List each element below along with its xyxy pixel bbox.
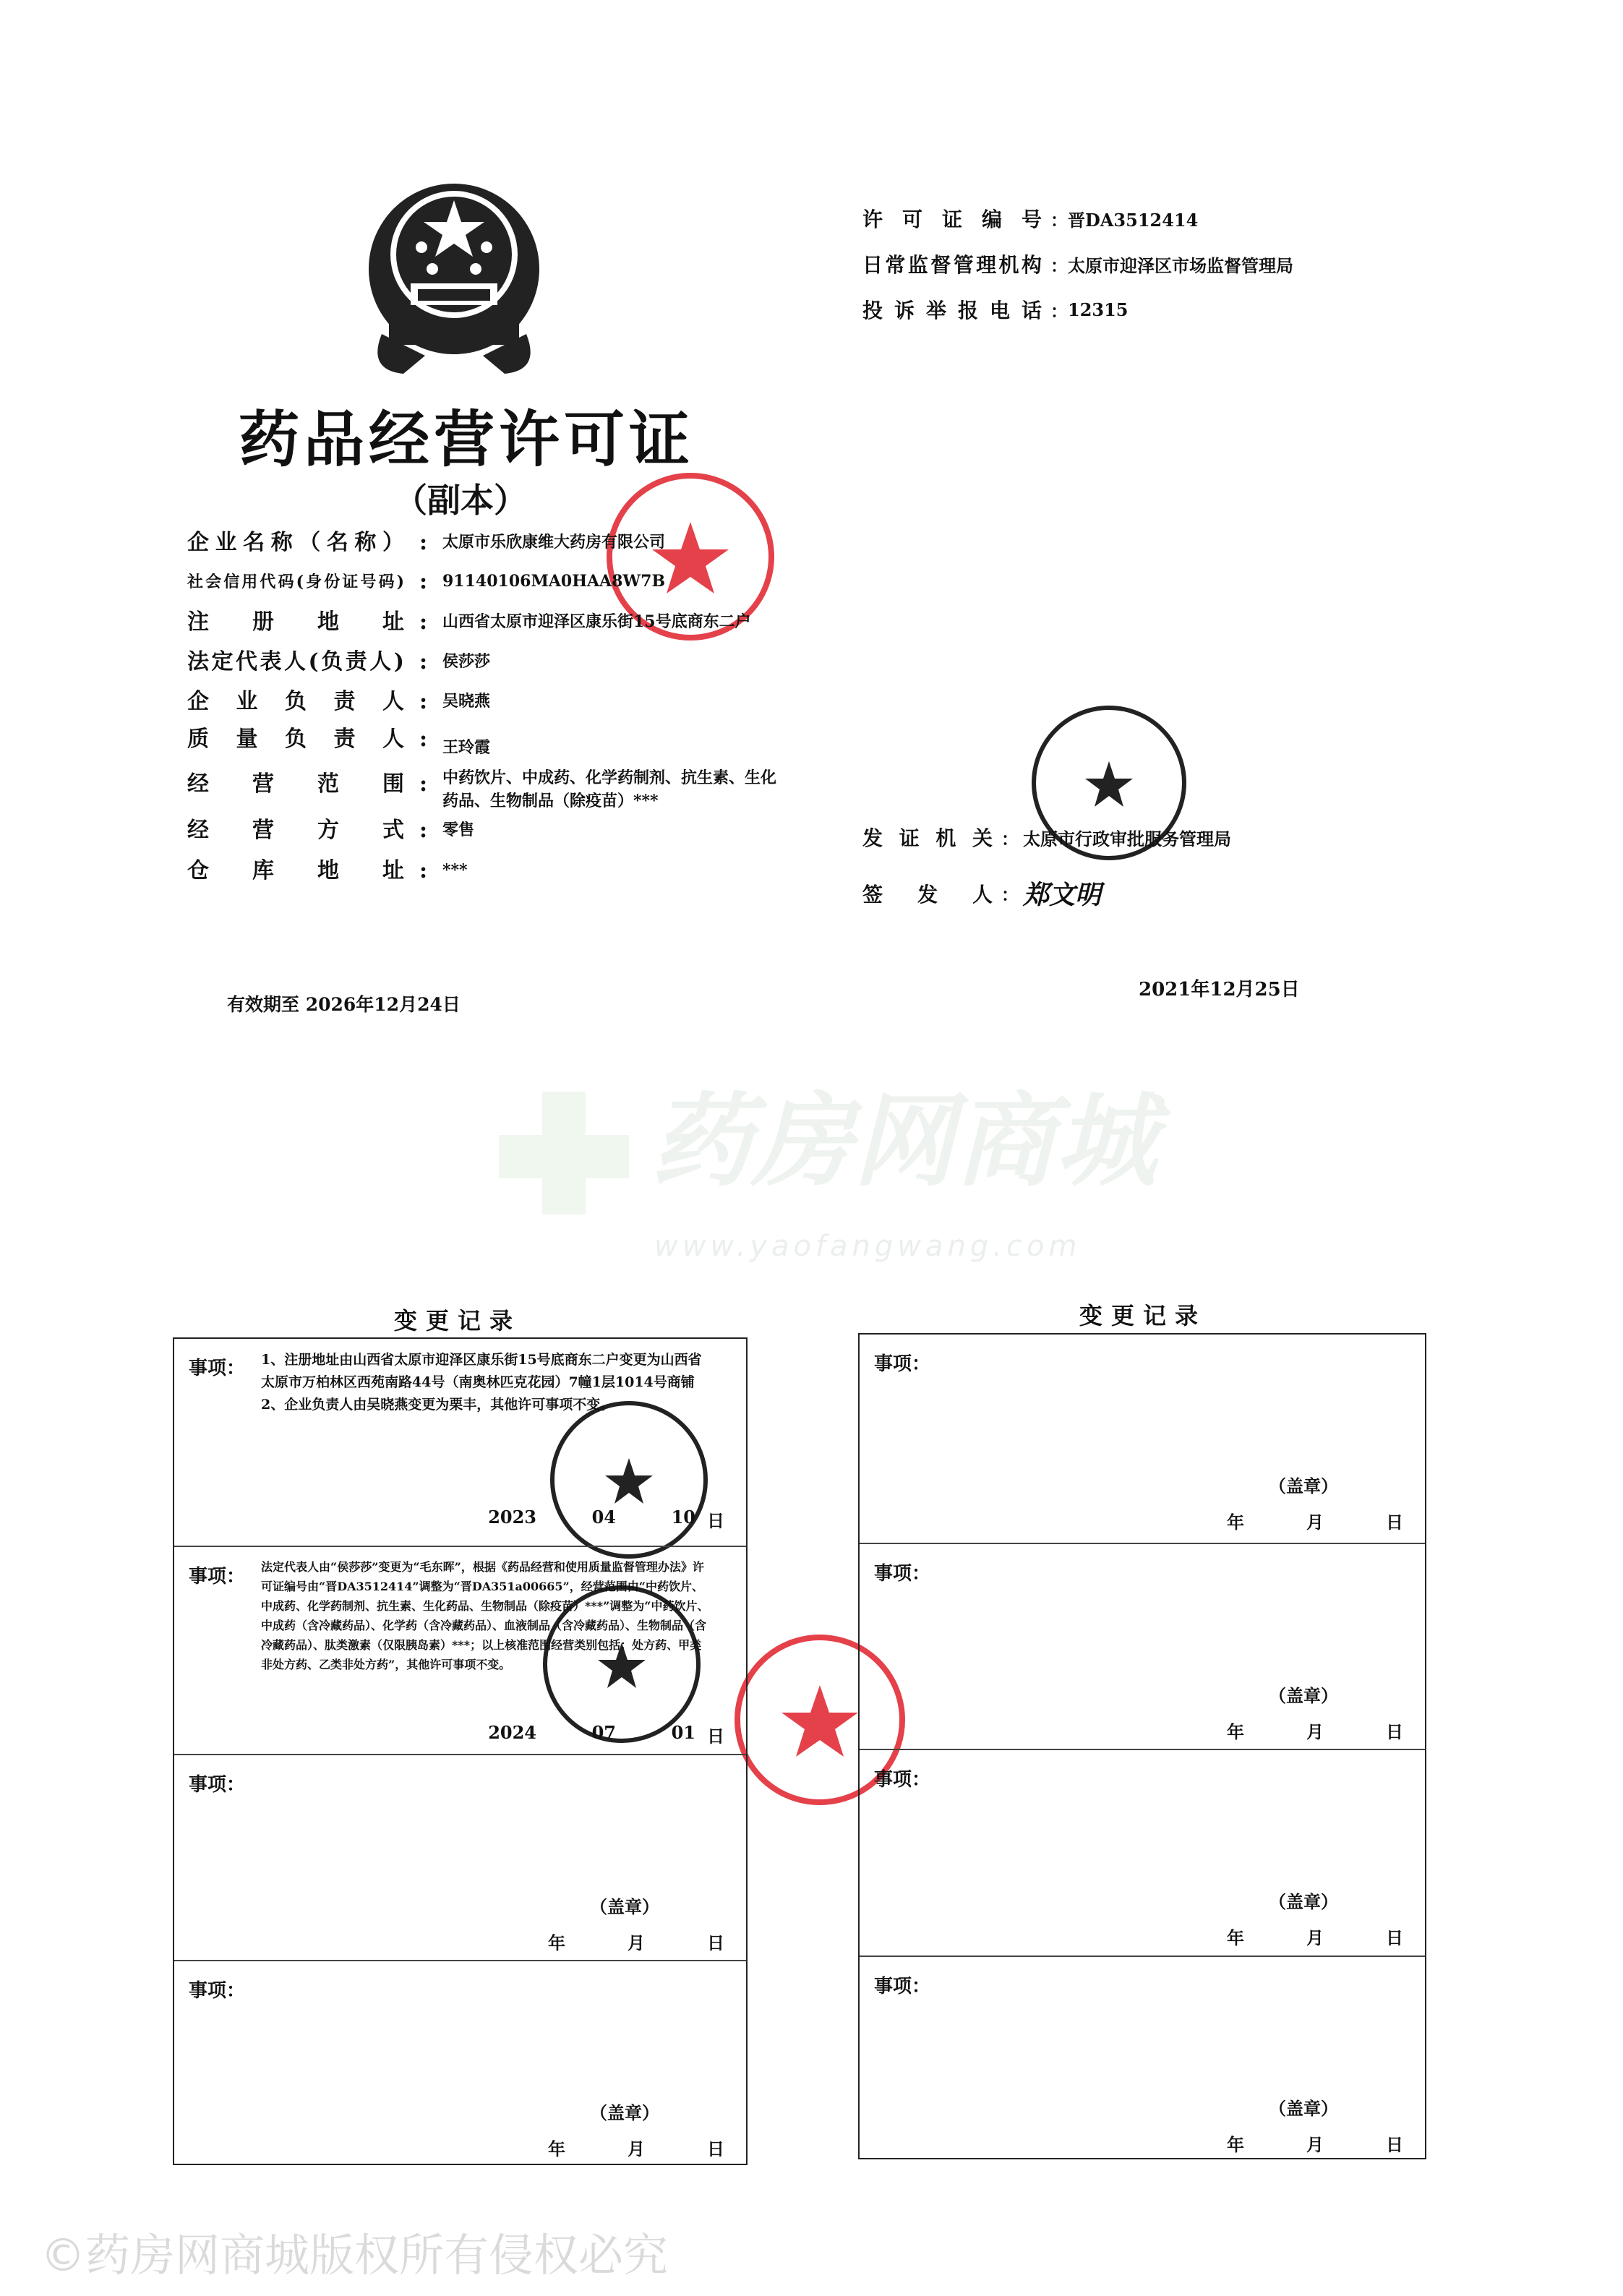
record-item-label: 事项：	[874, 1976, 931, 1997]
watermark-url: www.yaofangwang.com	[654, 1230, 1082, 1263]
field-label: 投诉举报电话	[862, 299, 1042, 322]
national-emblem	[353, 168, 555, 377]
record-date: 年 月 日	[1227, 1721, 1403, 1742]
field-company-name: 企业名称（名称） : 太原市乐欣康维大药房有限公司	[187, 529, 782, 557]
record-item-label: 事项：	[874, 1353, 931, 1375]
record-item-label: 事项：	[189, 1566, 246, 1588]
record-item-label: 事项：	[189, 1980, 246, 2002]
field-label: 企业负责人	[187, 689, 404, 714]
left-change-records-title: 变更记录	[394, 1307, 522, 1335]
record-entry	[174, 1960, 746, 2168]
field-value: 太原市行政审批服务管理局	[1023, 828, 1231, 849]
record-entry	[860, 1956, 1425, 2162]
field-quality-head: 质量负责人 : 王玲霞	[187, 726, 782, 759]
record-text: 法定代表人由“侯莎莎”变更为“毛东晖”，根据《药品经营和使用质量监督管理办法》许可证编号由“晋DA3512414”调整为“晋DA351a00665”，经营范围由“中药饮片、中成药、化学药制剂、抗生素、生化药品、生物制品（除疫苗）***”调整为“中药饮片、中成药（含冷藏药品）、化学药（含冷藏药品）、血液制品（含冷藏药品）、生物制品（含冷藏药品）、肽类激素（仅限胰岛素）***；以上核准范围经营类别包括：处方药、甲类非处方药、乙类非处方药”，其他许可事项不变。	[261, 1560, 709, 1671]
field-label: 经营范围	[187, 771, 404, 797]
seal-label: （盖章）	[1269, 1685, 1338, 1706]
field-label: 日常监督管理机构	[862, 253, 1042, 277]
field-value: 山西省太原市迎泽区康乐街15号底商东二户	[442, 612, 751, 631]
record-entry	[860, 1335, 1425, 1543]
record-item-label: 事项：	[189, 1774, 246, 1796]
field-label: 注册地址	[187, 609, 404, 635]
field-value: 侯莎莎	[442, 652, 491, 671]
field-business-mode: 经营方式 : 零售	[187, 817, 782, 844]
record-entry	[174, 1339, 746, 1546]
record-date: 年 月 日	[1227, 1512, 1403, 1533]
copyright-watermark: ©药房网商城版权所有侵权必究	[40, 2229, 669, 2282]
record-date: 年 月 日	[548, 2138, 724, 2159]
watermark-name: 药房网商城	[651, 1083, 1157, 1201]
record-item-label: 事项：	[874, 1563, 931, 1585]
record-entry	[860, 1749, 1425, 1957]
record-date: 年 月 日	[548, 1932, 724, 1953]
supervision-authority: 日常监督管理机构 ： 太原市迎泽区市场监督管理局	[862, 249, 1293, 278]
field-label: 许可证编号	[862, 207, 1042, 231]
field-business-scope: 经营范围 : 中药饮片、中成药、化学药制剂、抗生素、生化药品、生物制品（除疫苗）***	[187, 771, 782, 813]
field-value: 晋DA3512414	[1068, 209, 1199, 231]
field-value: 吴晓燕	[442, 692, 491, 711]
field-legal-representative: 法定代表人(负责人) : 侯莎莎	[187, 648, 782, 676]
watermark-cross-icon	[492, 1084, 636, 1215]
signature: 郑文明	[1023, 881, 1102, 910]
record-item-label: 事项：	[874, 1769, 931, 1791]
right-change-record-table	[858, 1333, 1426, 2159]
field-enterprise-head: 企业负责人 : 吴晓燕	[187, 688, 782, 716]
record-date: 年 月 日	[1227, 2134, 1403, 2155]
field-registered-address: 注册地址 : 山西省太原市迎泽区康乐街15号底商东二户	[187, 609, 782, 636]
record-entry	[860, 1543, 1425, 1750]
field-value: 太原市乐欣康维大药房有限公司	[442, 533, 666, 552]
field-credit-code: 社会信用代码(身份证号码) : 91140106MA0HAA8W7B	[187, 568, 782, 596]
record-entry	[174, 1754, 746, 1961]
field-label: 企业名称（名称）	[187, 530, 404, 555]
field-label: 社会信用代码(身份证号码)	[187, 573, 404, 591]
record-date: 2024 07 01 日	[488, 1722, 724, 1747]
certificate-subtitle: （副本）	[394, 481, 527, 520]
complaint-phone: 投诉举报电话 ： 12315	[862, 295, 1129, 324]
field-value: 中药饮片、中成药、化学药制剂、抗生素、生化药品、生物制品（除疫苗）***	[442, 768, 777, 810]
record-item-label: 事项：	[189, 1358, 246, 1379]
seal-label: （盖章）	[1269, 1475, 1338, 1496]
field-value: 91140106MA0HAA8W7B	[442, 572, 666, 591]
field-value: 太原市迎泽区市场监督管理局	[1068, 254, 1293, 276]
seal-label: （盖章）	[590, 2102, 659, 2123]
field-label: 经营方式	[187, 818, 404, 843]
field-label: 签发人	[862, 882, 993, 907]
record-date: 年 月 日	[1227, 1927, 1403, 1948]
issue-date: 2021年12月25日	[1139, 979, 1300, 1001]
right-change-records-title: 变更记录	[1079, 1302, 1207, 1329]
seal-label: （盖章）	[1269, 1891, 1338, 1912]
signer: 签发人 ： 郑文明	[862, 875, 1101, 912]
field-label: 质量负责人	[187, 727, 404, 752]
field-label: 发证机关	[862, 826, 993, 850]
record-text: 1、注册地址由山西省太原市迎泽区康乐街15号底商东二户变更为山西省太原市万柏林区西苑南路44号（南奥林匹克花园）7幢1层1014号商铺 2、企业负责人由吴晓燕变更为栗丰，其他许可事项不变。	[261, 1352, 702, 1413]
license-number: 许可证编号 ： 晋DA3512414	[862, 204, 1198, 233]
field-label: 法定代表人(负责人)	[187, 649, 404, 674]
record-entry	[174, 1546, 746, 1755]
record-date: 2023 04 10 日	[488, 1507, 724, 1531]
field-value: ***	[442, 861, 468, 880]
field-warehouse-address: 仓库地址 : ***	[187, 857, 782, 885]
field-label: 仓库地址	[187, 858, 404, 883]
validity-date: 有效期至 2026年12月24日	[227, 994, 461, 1015]
seal-label: （盖章）	[590, 1896, 659, 1917]
certificate-title: 药品经营许可证	[239, 403, 695, 475]
field-value: 12315	[1068, 299, 1129, 320]
seal-label: （盖章）	[1269, 2098, 1338, 2119]
left-change-record-table	[173, 1337, 748, 2165]
field-value: 零售	[442, 821, 475, 839]
field-value: 王玲霞	[442, 738, 491, 757]
issuing-authority: 发证机关 ： 太原市行政审批服务管理局	[862, 823, 1231, 852]
